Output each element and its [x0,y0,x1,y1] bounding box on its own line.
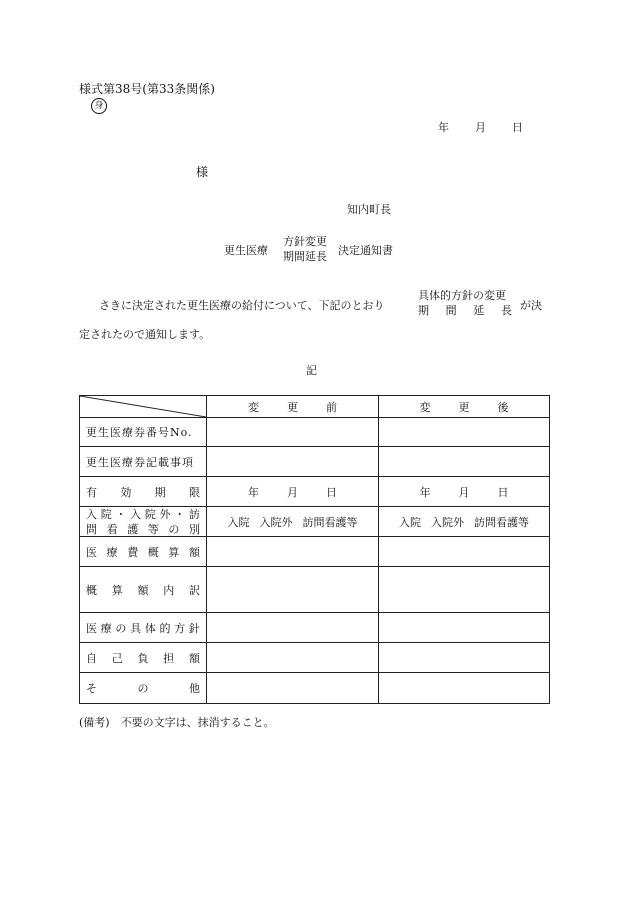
row-label-ticket-number: 更生医療券番号No. [80,418,207,447]
row-label-estimated-cost: 医 療 費 概 算 額 [80,537,207,567]
body-option-policy-change: 具体的方針の変更 [418,289,506,302]
row-label-care-type: 入 院 ・ 入 院 外 ・ 訪 問 看 護 等 の 別 [80,507,207,537]
before-cell[interactable]: 年 月 日 [207,477,379,507]
table-row [80,673,550,704]
ki-heading: 記 [306,364,317,377]
before-cell[interactable] [207,507,379,537]
row-label-estimate-breakdown: 概 算 額 内 訳 [80,567,207,613]
header-before-cell: 変 更 前 [207,396,379,418]
date-year: 年 [438,121,449,134]
issuer: 知内町長 [347,203,391,216]
table-row [80,567,550,613]
title-option-period-extension: 期間延長 [283,250,327,263]
table-row [80,447,550,477]
row-label-validity-period: 有 効 期 限 [80,477,207,507]
after-cell[interactable] [379,643,550,673]
table-row [80,507,550,537]
before-cell[interactable] [207,613,379,643]
before-cell[interactable] [207,447,379,477]
option-inpatient[interactable]: 入院 [227,515,250,529]
option-outpatient[interactable]: 入院外 [259,515,293,529]
recipient-suffix: 様 [196,165,209,179]
option-home-nursing[interactable]: 訪問看護等 [474,515,529,529]
table-header-row [80,396,550,418]
after-cell[interactable] [379,537,550,567]
after-cell[interactable]: 年 月 日 [379,477,550,507]
after-cell[interactable] [379,673,550,704]
table-row [80,477,550,507]
before-cell[interactable] [207,673,379,704]
details-table [79,395,550,704]
table-row [80,643,550,673]
date-day: 日 [512,121,523,134]
body-line1-start: さきに決定された更生医療の給付について、下記のとおり [99,299,385,312]
note: (備考) 不要の文字は、抹消すること。 [79,716,275,729]
diagonal-corner-cell [80,396,207,418]
date-line [438,119,523,135]
row-label-other: そ の 他 [80,673,207,704]
before-cell[interactable] [207,537,379,567]
option-home-nursing[interactable]: 訪問看護等 [302,515,358,529]
body-options [418,288,512,318]
body-option-period-extension: 期 間 延 長 [418,304,512,317]
option-inpatient[interactable]: 入院 [399,515,421,529]
form-number: 様式第38号(第33条関係) [79,82,215,96]
row-label-treatment-policy: 医 療 の 具 体 的 方 針 [80,613,207,643]
body-line2: 定されたので通知します。 [79,328,211,341]
table-row [80,418,550,447]
after-cell[interactable] [379,447,550,477]
seal-mark-icon: 身 [91,98,107,114]
option-outpatient[interactable]: 入院外 [431,515,464,529]
title-prefix: 更生医療 [224,244,268,257]
title-options [283,234,327,264]
after-cell[interactable] [379,418,550,447]
body-line1-end: が決 [520,299,542,312]
after-cell[interactable] [379,613,550,643]
date-month: 月 [475,121,486,134]
before-cell[interactable] [207,643,379,673]
table-row [80,613,550,643]
before-cell[interactable] [207,418,379,447]
title-suffix: 決定通知書 [338,244,393,257]
table-row [80,537,550,567]
row-label-ticket-entries: 更生医療券記載事項 [80,447,207,477]
header-after-cell: 変 更 後 [379,396,550,418]
row-label-copayment: 自 己 負 担 額 [80,643,207,673]
before-cell[interactable] [207,567,379,613]
after-cell[interactable] [379,507,550,537]
title-option-policy-change: 方針変更 [283,235,327,248]
after-cell[interactable] [379,567,550,613]
